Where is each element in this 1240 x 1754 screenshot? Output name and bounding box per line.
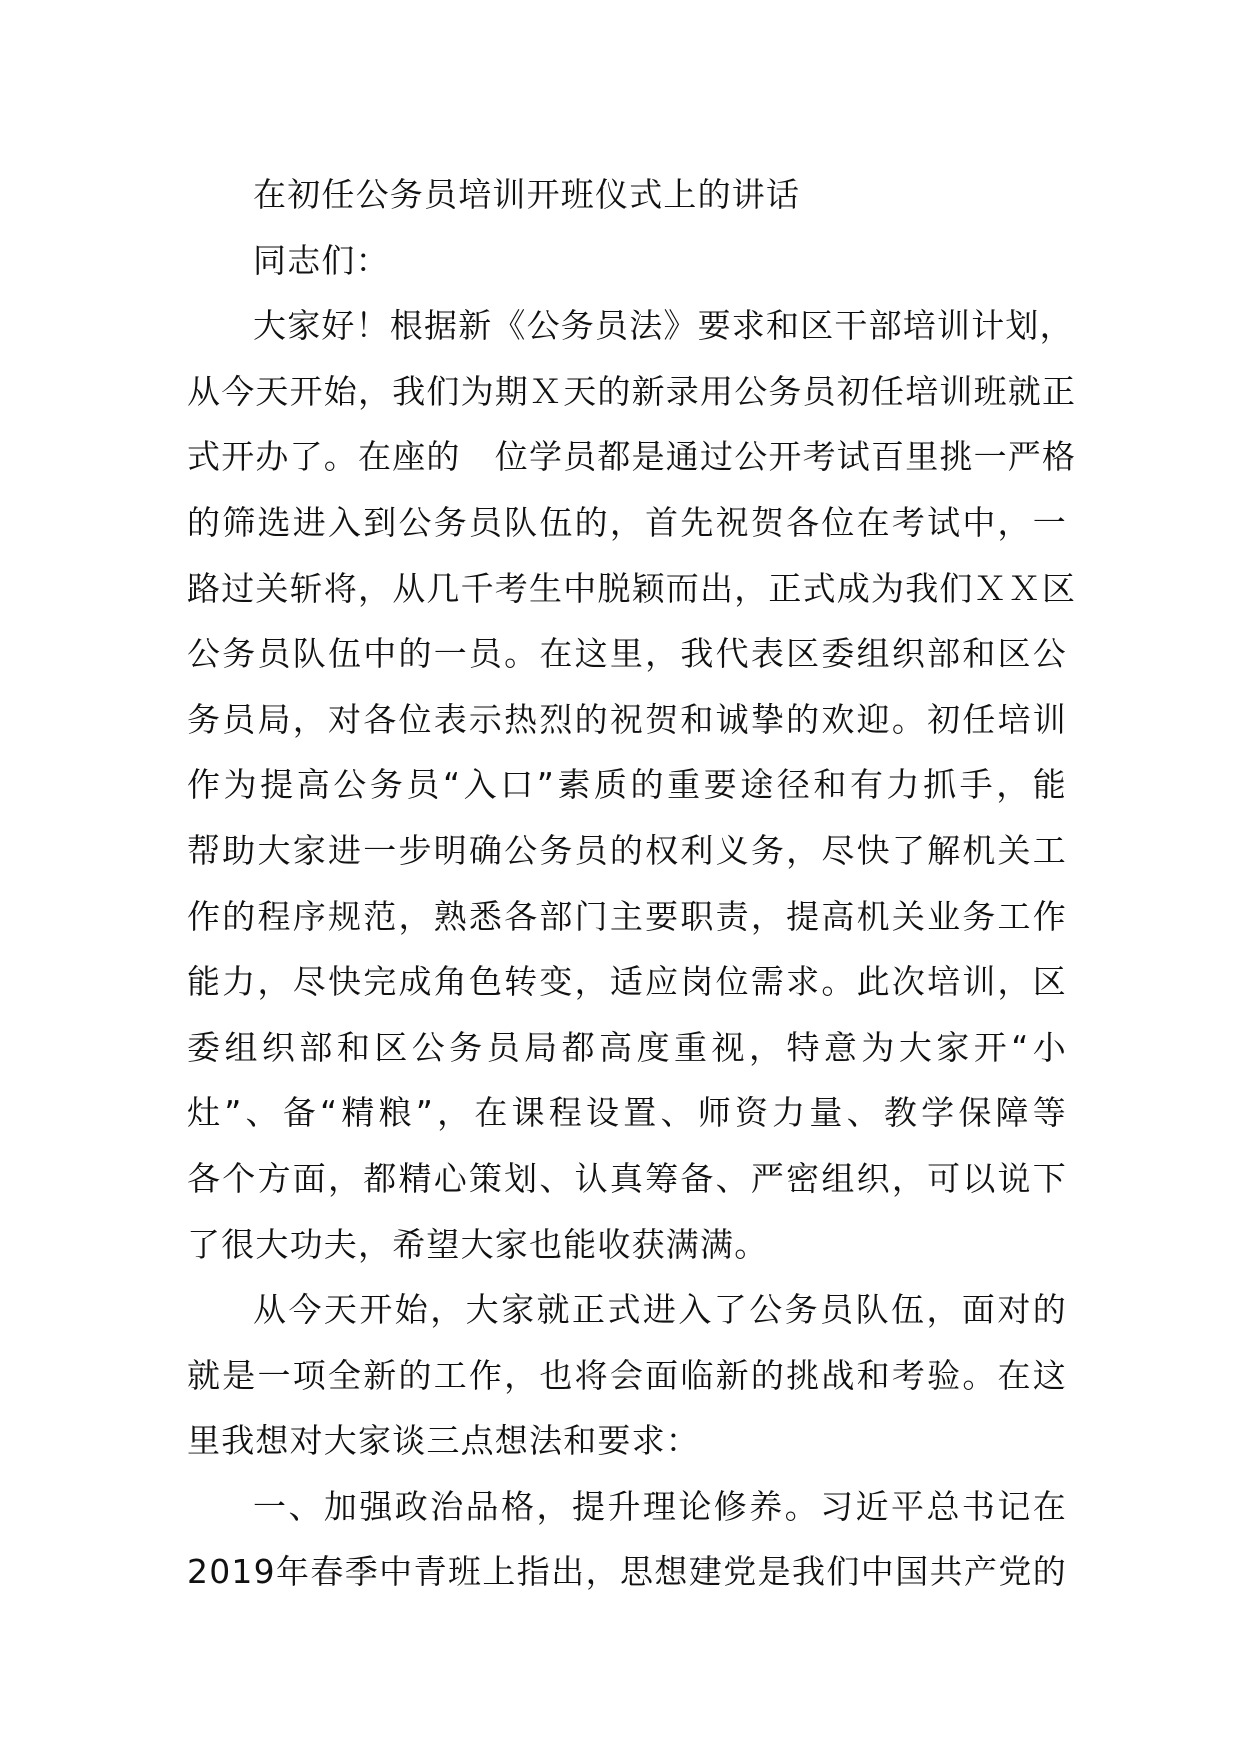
paragraph-1-line-14: 各个方面，都精心策划、认真筹备、严密组织，可以说下	[187, 1158, 1067, 1198]
salutation: 同志们：	[253, 240, 390, 280]
document-title: 在初任公务员培训开班仪式上的讲话	[253, 175, 801, 214]
paragraph-1-line-13: 灶”、备“精粮”，在课程设置、师资力量、教学保障等	[187, 1093, 1067, 1133]
paragraph-1-line-8: 作为提高公务员“入口”素质的重要途径和有力抓手，能	[187, 765, 1067, 805]
paragraph-1-line-10: 作的程序规范，熟悉各部门主要职责，提高机关业务工作	[187, 896, 1067, 936]
paragraph-2-line-1: 从今天开始，大家就正式进入了公务员队伍，面对的	[253, 1290, 1067, 1330]
paragraph-1-line-4: 的筛选进入到公务员队伍的，首先祝贺各位在考试中，一	[187, 502, 1067, 542]
paragraph-1-line-2: 从今天开始，我们为期Ｘ天的新录用公务员初任培训班就正	[187, 371, 1077, 411]
paragraph-1-line-12: 委组织部和区公务员局都高度重视，特意为大家开“小	[187, 1027, 1067, 1067]
paragraph-1-line-7: 务员局，对各位表示热烈的祝贺和诚挚的欢迎。初任培训	[187, 699, 1067, 739]
paragraph-1-line-11: 能力，尽快完成角色转变，适应岗位需求。此次培训，区	[187, 962, 1067, 1002]
paragraph-1-line-1: 大家好！根据新《公务员法》要求和区干部培训计划，	[253, 306, 1074, 346]
paragraph-2-line-3: 里我想对大家谈三点想法和要求：	[187, 1421, 700, 1461]
paragraph-1-line-3: 式开办了。在座的 位学员都是通过公开考试百里挑一严格	[187, 437, 1077, 477]
paragraph-1-line-6: 公务员队伍中的一员。在这里，我代表区委组织部和区公	[187, 634, 1067, 674]
paragraph-2-line-2: 就是一项全新的工作，也将会面临新的挑战和考验。在这	[187, 1355, 1067, 1395]
paragraph-1-line-5: 路过关斩将，从几千考生中脱颖而出，正式成为我们ＸＸ区	[187, 568, 1077, 608]
paragraph-3-line-2: 2019年春季中青班上指出，思想建党是我们中国共产党的	[187, 1552, 1067, 1592]
document-body	[187, 162, 1077, 1605]
paragraph-1-line-9: 帮助大家进一步明确公务员的权利义务，尽快了解机关工	[187, 830, 1067, 870]
paragraph-3-line-1: 一、加强政治品格，提升理论修养。习近平总书记在	[253, 1486, 1067, 1526]
paragraph-1-line-15: 了很大功夫，希望大家也能收获满满。	[187, 1224, 769, 1264]
